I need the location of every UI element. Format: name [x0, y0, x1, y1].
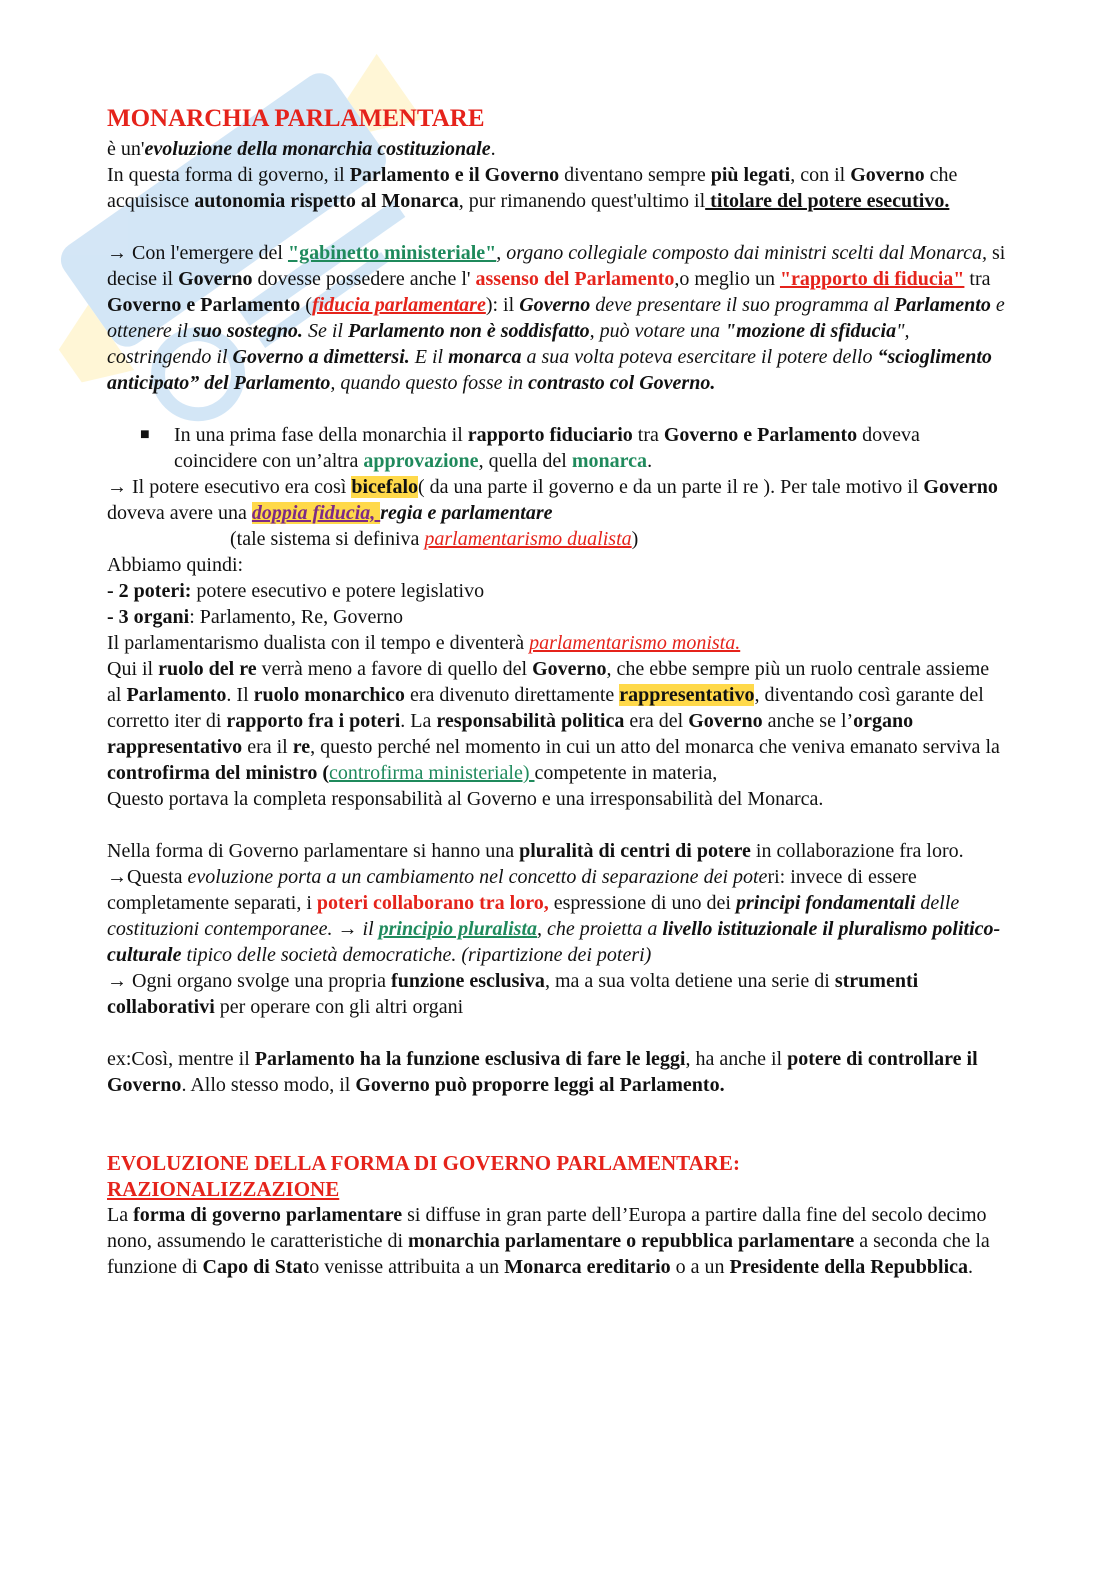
text: Nella forma di Governo parlamentare si hanno una [107, 840, 520, 862]
list-item [107, 578, 1007, 604]
text: , questo perché nel momento in cui un atto del monarca che veniva emanato serviva la [310, 736, 1000, 758]
text: , ha anche il [685, 1048, 788, 1070]
text: si diffuse in gran parte dell’Europa a partire dalla fine del secolo decimo nono, assumendo le caratteristiche di [107, 1204, 987, 1252]
text-italic: , quando questo fosse in [330, 372, 529, 394]
text-underline: RAZIONALIZZAZIONE [107, 1177, 340, 1201]
text: espressione di uno dei [548, 892, 736, 914]
text: doveva coincidere con un’altra [174, 424, 920, 472]
term-rappresentativo: rappresentativo [619, 684, 755, 706]
text: è un' [107, 138, 145, 160]
term-parlamentarismo-monista: parlamentarismo monista. [529, 632, 741, 654]
text: che acquisisce [107, 164, 958, 212]
paragraph-8 [107, 864, 1007, 968]
text: o a un [670, 1256, 730, 1278]
text: . Il [226, 684, 254, 706]
text-bold-italic: “scioglimento anticipato” del Parlamento [107, 346, 992, 394]
text: verrà meno a favore di quello del [256, 658, 533, 680]
text-bold-italic: Parlamento [894, 294, 991, 316]
text: →Questa [107, 866, 188, 888]
text: in collaborazione fra loro. [750, 840, 964, 862]
text-bold-italic: principi fondamentali [735, 892, 916, 914]
text-italic: a sua volta poteva esercitare il potere dello [521, 346, 878, 368]
text-bold: monarchia parlamentare o repubblica parlamentare [408, 1230, 855, 1252]
text-bold: Governo [850, 164, 925, 186]
text: diventano sempre [559, 164, 711, 186]
text: , quella del [478, 450, 572, 472]
term-parlamentarismo-dualista: parlamentarismo dualista [424, 528, 632, 550]
paragraph-11 [107, 1202, 1007, 1280]
text-bold: Parlamento ha la funzione esclusiva di fare le leggi [254, 1048, 686, 1070]
text: ex:Così, mentre il [107, 1048, 255, 1070]
text-bold: Governo può proporre leggi al Parlamento. [355, 1074, 725, 1096]
text-bold: Governo [688, 710, 763, 732]
text: : Parlamento, Re, Governo [189, 606, 404, 628]
text-italic: ", costringendo il [107, 320, 910, 368]
text-bold-italic: "mozione di sfiducia [725, 320, 897, 342]
paragraph-1 [107, 162, 1007, 214]
text-bold: - 3 organi [107, 606, 190, 628]
text-italic: Se il [302, 320, 348, 342]
term-controfirma-ministeriale: controfirma ministeriale) [329, 762, 535, 784]
text: ri: invece di essere completamente separati, i [107, 866, 917, 914]
text: → Ogni organo svolge una propria [107, 970, 392, 992]
text: , pur rimanendo quest'ultimo il [458, 190, 706, 212]
term-gabinetto-ministeriale: "gabinetto ministeriale" [287, 242, 497, 264]
text: In una prima fase della monarchia il [174, 424, 468, 446]
text-bold: Governo e Parlamento [107, 294, 301, 316]
text-bold: re [292, 736, 311, 758]
text: si decise il [107, 242, 1006, 290]
text-bold: Governo [923, 476, 998, 498]
list-item [107, 422, 1007, 474]
text-bold: ruolo del re [158, 658, 257, 680]
text-bold: ruolo monarchico [253, 684, 405, 706]
paragraph-3b [107, 526, 1007, 552]
text: ,o meglio un [674, 268, 780, 290]
text: , ma a sua volta detiene una serie di [544, 970, 835, 992]
text-bold: autonomia rispetto al Monarca [194, 190, 459, 212]
text-bold: Parlamento e il Governo [349, 164, 560, 186]
bullet-text [174, 422, 1007, 474]
paragraph-4 [107, 630, 1007, 656]
text: era divenuto direttamente [404, 684, 620, 706]
intro-paragraph [107, 136, 1007, 162]
text: In questa forma di governo, il [107, 164, 350, 186]
text: → Il potere esecutivo era così [107, 476, 352, 498]
text-italic: deve presentare il suo programma al [590, 294, 895, 316]
term-fiducia-parlamentare: fiducia parlamentare [311, 294, 486, 316]
text-emphasis: evoluzione della monarchia costituzionale [144, 138, 491, 160]
text: anche se l’ [762, 710, 854, 732]
text-bold-italic: Governo a dimettersi. [232, 346, 410, 368]
text-bold-italic: suo sostegno. [192, 320, 303, 342]
term-rapporto-fiducia: "rapporto di fiducia" [779, 268, 965, 290]
term-monarca: monarca [571, 450, 648, 472]
text-bold: funzione esclusiva [391, 970, 545, 992]
text-bold-italic: Governo [519, 294, 591, 316]
text-bold: potere di controllare il Governo [107, 1048, 978, 1096]
text-bold: Parlamento [126, 684, 227, 706]
text: , diventando così garante del corretto iter di [107, 684, 984, 732]
text-bold-italic: livello istituzionale il pluralismo politico-culturale [107, 918, 1001, 966]
text: Il parlamentarismo dualista con il tempo e diventerà [107, 632, 530, 654]
text-italic: , che proietta a [537, 918, 663, 940]
section-heading-line2 [107, 1176, 1007, 1202]
text-bold: strumenti collaborativi [107, 970, 919, 1018]
text: , [496, 242, 507, 264]
text: potere esecutivo e potere legislativo [191, 580, 485, 602]
text: (tale sistema si definiva [230, 528, 425, 550]
text-bold: - 2 poteri: [107, 580, 192, 602]
text: ( da una parte il governo e da un parte il re ). Per tale motivo il [418, 476, 924, 498]
text: . Allo stesso modo, il [181, 1074, 356, 1096]
text-bold: Monarca ereditario [504, 1256, 671, 1278]
term-approvazione: approvazione [363, 450, 479, 472]
text-italic: delle costituzioni contemporanee. → il [107, 892, 960, 940]
text-bold: Presidente della Repubblica [729, 1256, 969, 1278]
text-bold-italic: Parlamento non è soddisfatto [347, 320, 590, 342]
text: . La [400, 710, 437, 732]
text-bold: responsabilità politica [436, 710, 625, 732]
text: tra [964, 268, 991, 290]
text: era il [242, 736, 293, 758]
text: . [968, 1256, 974, 1278]
text: Qui il [107, 658, 159, 680]
term-principio-pluralista: principio pluralista [378, 918, 538, 940]
text-bold: Capo di Stat [202, 1256, 310, 1278]
paragraph-10 [107, 1046, 1007, 1098]
document-page [107, 104, 1007, 1280]
text-bold: pluralità di centri di potere [519, 840, 751, 862]
text-italic: e ottenere il [107, 294, 1005, 342]
text: tra [632, 424, 664, 446]
term-assenso-parlamento: assenso del Parlamento [475, 268, 675, 290]
term-doppia-fiducia: doppia fiducia, [251, 502, 381, 524]
text-bold-italic: contrasto col Governo. [528, 372, 716, 394]
text-bold: Governo [532, 658, 607, 680]
term-poteri-collaborano: poteri collaborano tra loro, [316, 892, 549, 914]
text: dovesse possedere anche l' [252, 268, 476, 290]
text: . [490, 138, 496, 160]
text: ): il [485, 294, 520, 316]
paragraph-3 [107, 474, 1007, 526]
text: , con il [790, 164, 851, 186]
text: per operare con gli altri organi [214, 996, 464, 1018]
paragraph-6: Questo portava la completa responsabilità al Governo e una irresponsabilità del Monarca. [107, 788, 824, 810]
text: doveva avere una [107, 502, 252, 524]
text-bold: organo rappresentativo [107, 710, 914, 758]
text-italic: , può votare una [589, 320, 725, 342]
text-bold-italic: regia e parlamentare [380, 502, 553, 524]
text-bold: rapporto fra i poteri [226, 710, 401, 732]
text: era del [624, 710, 689, 732]
paragraph-5 [107, 656, 1007, 786]
text: a seconda che la funzione di [107, 1230, 990, 1278]
text: ) [631, 528, 639, 550]
text-italic: organo collegiale composto dai ministri scelti dal Monarca, [506, 242, 987, 264]
text-bold-underline: titolare del potere esecutivo. [705, 190, 950, 212]
text: → Con l'emergere del [107, 242, 288, 264]
text-bold: forma di governo parlamentare [133, 1204, 403, 1226]
text-bold: controfirma del ministro ( [107, 762, 330, 784]
text: . [647, 450, 653, 472]
paragraph-7 [107, 838, 1007, 864]
text-bold: Governo e Parlamento [663, 424, 858, 446]
abbiamo-line: Abbiamo quindi: [107, 554, 244, 576]
page-title: MONARCHIA PARLAMENTARE [107, 105, 485, 132]
section-heading: EVOLUZIONE DELLA FORMA DI GOVERNO PARLAMENTARE: [107, 1151, 740, 1175]
text: , che ebbe sempre più un ruolo centrale assieme al [107, 658, 990, 706]
bullet-square-icon: ■ [140, 426, 150, 443]
text-bold: rapporto fiduciario [467, 424, 633, 446]
paragraph-9 [107, 968, 1007, 1020]
text-bold: più legati [710, 164, 791, 186]
text: competente in materia, [534, 762, 718, 784]
text-italic: tipico delle società democratiche. (ripartizione dei poteri) [181, 944, 652, 966]
text: ( [300, 294, 312, 316]
text-italic: E il [409, 346, 449, 368]
text-bold: Governo [178, 268, 253, 290]
text-bold-italic: monarca [448, 346, 522, 368]
list-item [107, 604, 1007, 630]
text: o venisse attribuita a un [309, 1256, 505, 1278]
paragraph-2 [107, 240, 1007, 396]
term-bicefalo: bicefalo [351, 476, 419, 498]
text: La [107, 1204, 134, 1226]
text-italic: evoluzione porta a un cambiamento nel concetto di separazione dei pote [187, 866, 768, 888]
